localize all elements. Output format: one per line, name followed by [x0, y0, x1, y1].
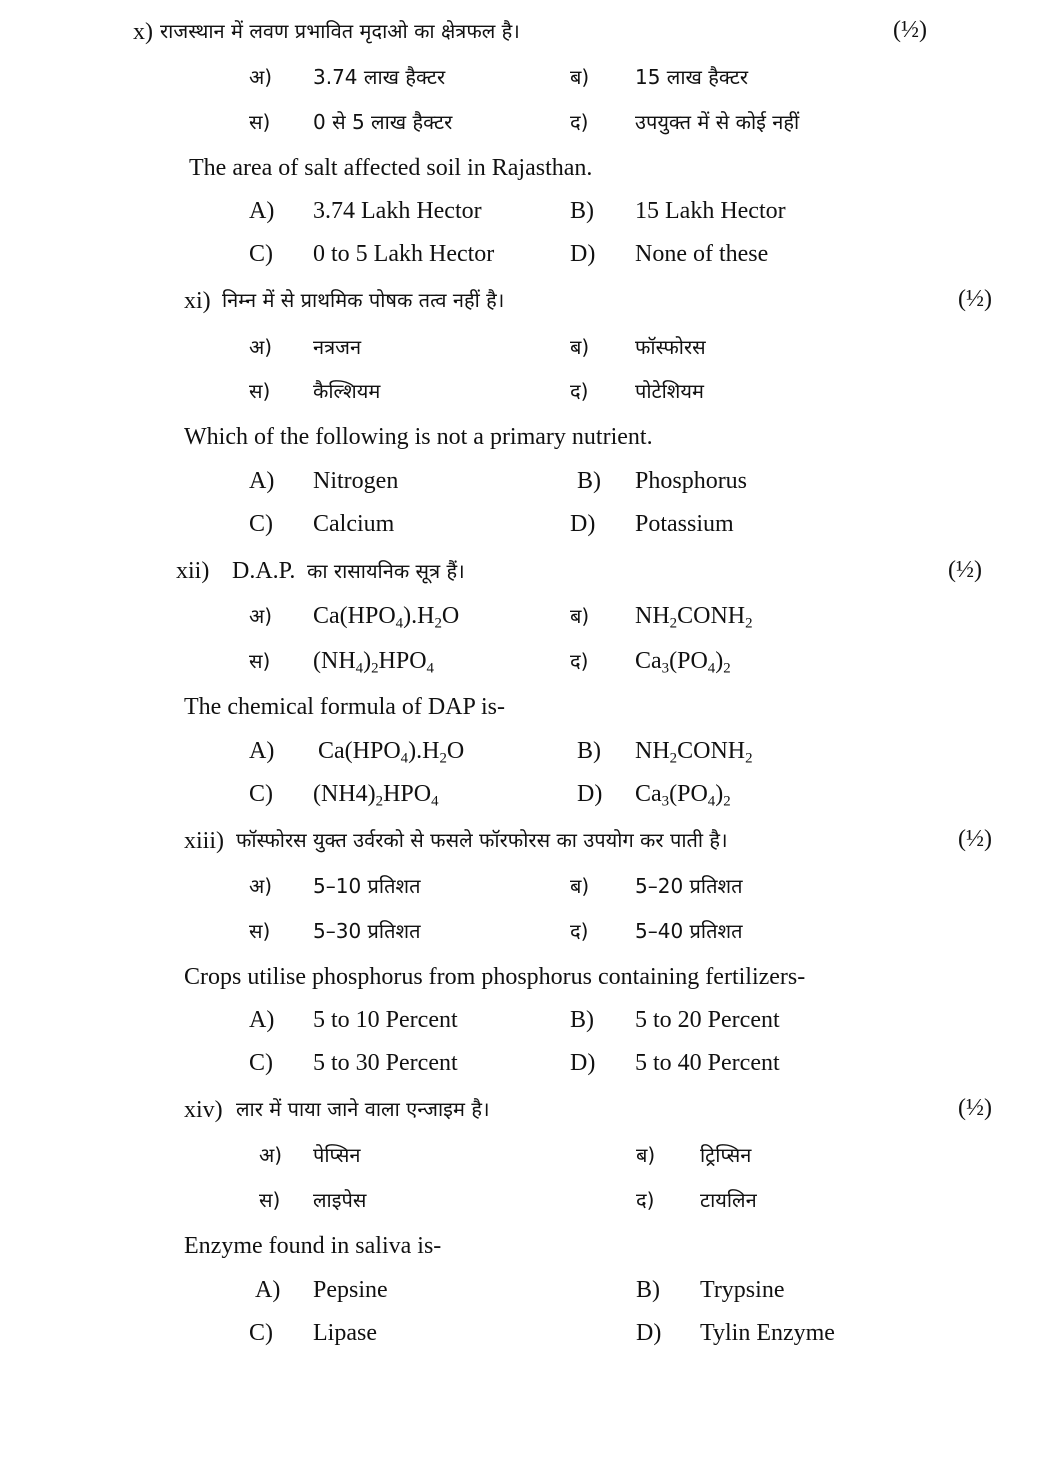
q12-hindi-question-abbr: D.A.P.: [232, 558, 296, 584]
q12-en-opt-d-formula: $Ca_3(PO_4)_2$: [635, 781, 731, 810]
q10-hi-opt-d: उपयुक्त में से कोई नहीं: [635, 110, 800, 134]
q10-en-opt-b-label: B): [570, 198, 594, 224]
q13-hi-opt-b-label: ब): [570, 874, 590, 898]
q10-en-opt-a: 3.74 Lakh Hector: [313, 198, 482, 224]
q14-hi-opt-a: पेप्सिन: [313, 1143, 361, 1167]
q13-en-opt-c: 5 to 30 Percent: [313, 1050, 458, 1076]
q12-hi-opt-b-label: ब): [570, 604, 590, 628]
q10-en-opt-c: 0 to 5 Lakh Hector: [313, 241, 495, 267]
q12-hi-opt-c-label: स): [249, 649, 271, 673]
q14-en-opt-d-label: D): [636, 1320, 662, 1346]
q11-en-opt-b: Phosphorus: [635, 468, 748, 494]
q13-hi-opt-a-label: अ): [249, 874, 273, 898]
q14-hi-opt-b: ट्रिप्सिन: [700, 1143, 752, 1167]
q12-hi-opt-a-formula: $Ca(HPO_4).H_2O$: [313, 603, 460, 632]
q10-hi-opt-c: 0 से 5 लाख हैक्टर: [313, 110, 453, 134]
q13-hi-opt-c-label: स): [249, 919, 271, 943]
q14-en-opt-c-label: C): [249, 1320, 273, 1346]
q10-en-opt-b: 15 Lakh Hector: [635, 198, 786, 224]
q14-number: xiv): [184, 1097, 223, 1123]
q13-marks: (½): [958, 826, 992, 852]
q13-hi-opt-a: 5–10 प्रतिशत: [313, 874, 421, 898]
q11-hi-opt-d-label: द): [570, 379, 589, 403]
q11-en-opt-d-label: D): [570, 511, 596, 537]
q11-en-opt-c-label: C): [249, 511, 273, 537]
q12-hi-opt-c-formula: $(NH_4)_2HPO_4$: [313, 648, 434, 677]
q13-en-opt-b: 5 to 20 Percent: [635, 1007, 780, 1033]
q10-hindi-question: राजस्थान में लवण प्रभावित मृदाओ का क्षेत्रफल है।: [160, 19, 520, 43]
q14-en-opt-b-label: B): [636, 1277, 660, 1303]
q11-hi-opt-b: फॉस्फोरस: [635, 335, 706, 359]
q11-hi-opt-c: कैल्शियम: [313, 379, 381, 403]
q14-hindi-question: लार में पाया जाने वाला एन्जाइम है।: [236, 1097, 490, 1121]
q13-en-opt-d: 5 to 40 Percent: [635, 1050, 780, 1076]
q11-hindi-question: निम्न में से प्राथमिक पोषक तत्व नहीं है।: [222, 288, 505, 312]
q12-hindi-question: का रासायनिक सूत्र हैं।: [307, 559, 465, 583]
q12-hi-opt-d-formula: $Ca_3(PO_4)_2$: [635, 648, 731, 677]
q12-en-opt-a-label: A): [249, 738, 275, 764]
q11-marks: (½): [958, 286, 992, 312]
q14-en-opt-d: Tylin Enzyme: [700, 1320, 835, 1346]
q12-en-opt-b-label: B): [577, 738, 601, 764]
q13-en-opt-a-label: A): [249, 1007, 275, 1033]
q14-marks: (½): [958, 1095, 992, 1121]
q13-en-opt-a: 5 to 10 Percent: [313, 1007, 458, 1033]
q10-hi-opt-b-label: ब): [570, 65, 590, 89]
q14-en-opt-b: Trypsine: [700, 1277, 785, 1303]
q13-hindi-question: फॉस्फोरस युक्त उर्वरको से फसले फॉरफोरस का उपयोग कर पाती है।: [236, 828, 728, 852]
q11-hi-opt-a-label: अ): [249, 335, 273, 359]
q12-hi-opt-a-label: अ): [249, 604, 273, 628]
q12-number: xii): [176, 558, 210, 584]
q11-en-opt-c: Calcium: [313, 511, 395, 537]
q13-hi-opt-d: 5–40 प्रतिशत: [635, 919, 743, 943]
q11-hi-opt-b-label: ब): [570, 335, 590, 359]
q10-english-question: The area of salt affected soil in Rajasthan.: [189, 155, 593, 181]
q10-en-opt-d: None of these: [635, 241, 769, 267]
q13-number: xiii): [184, 828, 224, 854]
q13-english-question: Crops utilise phosphorus from phosphorus containing fertilizers-: [184, 964, 806, 990]
q10-hi-opt-a-label: अ): [249, 65, 273, 89]
q11-hi-opt-d: पोटेशियम: [635, 379, 704, 403]
q10-marks: (½): [893, 17, 927, 43]
q13-hi-opt-d-label: द): [570, 919, 589, 943]
q14-hi-opt-c: लाइपेस: [313, 1188, 367, 1212]
q11-en-opt-a: Nitrogen: [313, 468, 399, 494]
q13-en-opt-c-label: C): [249, 1050, 273, 1076]
q12-en-opt-b-formula: $NH_2CONH_2$: [635, 738, 753, 767]
q10-number: x): [133, 19, 153, 45]
q10-hi-opt-c-label: स): [249, 110, 271, 134]
q14-hi-opt-a-label: अ): [259, 1143, 283, 1167]
q10-en-opt-a-label: A): [249, 198, 275, 224]
q11-en-opt-b-label: B): [577, 468, 601, 494]
q13-en-opt-b-label: B): [570, 1007, 594, 1033]
q12-en-opt-d-label: D): [577, 781, 603, 807]
q12-english-question: The chemical formula of DAP is-: [184, 694, 506, 720]
q14-en-opt-a-label: A): [255, 1277, 281, 1303]
q12-en-opt-c-label: C): [249, 781, 273, 807]
q14-hi-opt-d-label: द): [636, 1188, 655, 1212]
q12-marks: (½): [948, 557, 982, 583]
q12-hi-opt-d-label: द): [570, 649, 589, 673]
q12-en-opt-c-formula: $(NH4)_2HPO_4$: [313, 781, 439, 810]
q14-hi-opt-c-label: स): [259, 1188, 281, 1212]
q14-hi-opt-d: टायलिन: [700, 1188, 757, 1212]
q11-number: xi): [184, 288, 211, 314]
q10-hi-opt-a: 3.74 लाख हैक्टर: [313, 65, 446, 89]
q10-en-opt-d-label: D): [570, 241, 596, 267]
q10-en-opt-c-label: C): [249, 241, 273, 267]
q11-hi-opt-c-label: स): [249, 379, 271, 403]
q13-hi-opt-b: 5–20 प्रतिशत: [635, 874, 743, 898]
q11-english-question: Which of the following is not a primary nutrient.: [184, 424, 653, 450]
q11-en-opt-a-label: A): [249, 468, 275, 494]
q10-hi-opt-d-label: द): [570, 110, 589, 134]
q11-en-opt-d: Potassium: [635, 511, 734, 537]
q12-hi-opt-b-formula: $NH_2CONH_2$: [635, 603, 753, 632]
q14-en-opt-c: Lipase: [313, 1320, 377, 1346]
q10-hi-opt-b: 15 लाख हैक्टर: [635, 65, 749, 89]
q11-hi-opt-a: नत्रजन: [313, 335, 362, 359]
q13-hi-opt-c: 5–30 प्रतिशत: [313, 919, 421, 943]
q12-en-opt-a-formula: $Ca(HPO_4).H_2O$: [318, 738, 465, 767]
q14-hi-opt-b-label: ब): [636, 1143, 656, 1167]
q14-en-opt-a: Pepsine: [313, 1277, 388, 1303]
q13-en-opt-d-label: D): [570, 1050, 596, 1076]
q14-english-question: Enzyme found in saliva is-: [184, 1233, 442, 1259]
